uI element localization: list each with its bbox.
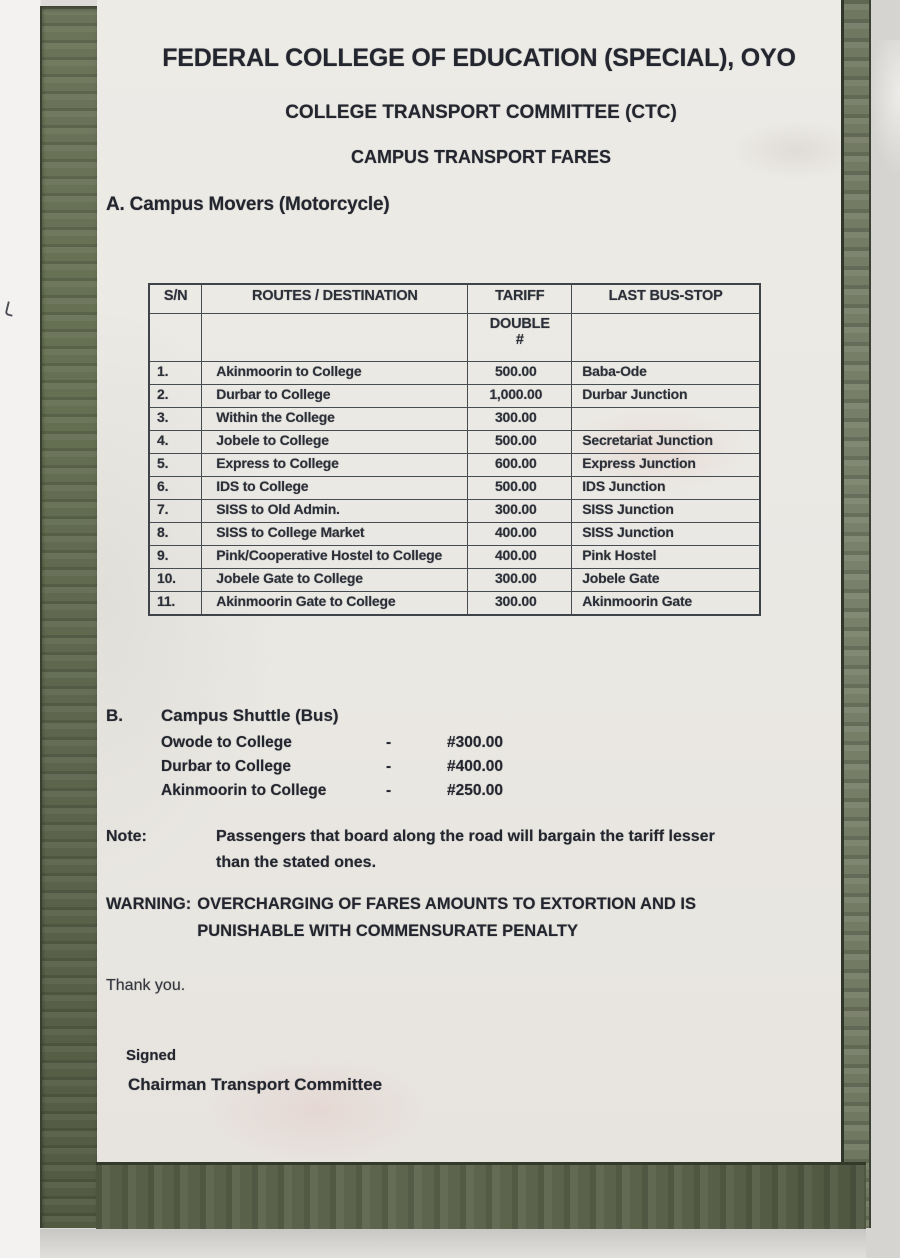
tariff-subheader-naira: #	[515, 332, 524, 348]
route-cell: Jobele Gate to College	[202, 569, 468, 592]
dash-separator: -	[386, 734, 392, 751]
shuttle-fare: #300.00	[447, 734, 504, 751]
route-cell: Within the College	[202, 408, 468, 431]
tariff-cell: 400.00	[468, 546, 572, 569]
background-highlight	[866, 40, 900, 220]
shuttle-fares-list	[161, 731, 503, 803]
route-cell: Jobele to College	[202, 431, 468, 454]
stop-cell: Durbar Junction	[572, 385, 760, 408]
sn-cell: 8.	[149, 523, 202, 546]
table-row	[149, 569, 760, 592]
section-b-title: Campus Shuttle (Bus)	[161, 706, 339, 725]
table-row	[149, 408, 760, 431]
table-row	[149, 431, 760, 454]
route-cell: Express to College	[202, 454, 468, 477]
closing-text: Thank you.	[106, 977, 186, 994]
empty-cell	[149, 314, 202, 362]
note-label: Note:	[106, 828, 147, 845]
dash-separator: -	[386, 758, 392, 775]
sn-cell: 11.	[149, 592, 202, 616]
tariff-cell: 500.00	[468, 477, 572, 500]
shuttle-fare-line	[161, 731, 503, 755]
college-title: FEDERAL COLLEGE OF EDUCATION (SPECIAL), OYO	[162, 44, 796, 72]
table-row	[149, 385, 760, 408]
signed-label: Signed	[126, 1047, 177, 1064]
table-row	[149, 477, 760, 500]
route-cell: Pink/Cooperative Hostel to College	[202, 546, 468, 569]
tariff-cell: 500.00	[468, 431, 572, 454]
warning-block	[106, 891, 783, 945]
warning-label: WARNING:	[106, 895, 192, 913]
dash-separator: -	[386, 782, 392, 799]
section-b-heading	[106, 706, 339, 726]
sn-cell: 1.	[149, 362, 202, 385]
table-row	[149, 362, 760, 385]
table-header-row	[149, 284, 760, 314]
table-row	[149, 592, 760, 616]
empty-cell	[572, 314, 760, 362]
shuttle-fare-line	[161, 755, 503, 779]
route-cell: IDS to College	[202, 477, 468, 500]
frame-strip-left	[40, 6, 102, 1228]
tariff-cell: 500.00	[468, 362, 572, 385]
warning-text: OVERCHARGING OF FARES AMOUNTS TO EXTORTION AND IS PUNISHABLE WITH COMMENSURATE PENALTY	[197, 895, 696, 940]
tariff-subheader	[468, 314, 572, 362]
section-b-letter: B.	[106, 706, 123, 725]
signature-title: Chairman Transport Committee	[128, 1075, 383, 1094]
scan-speck	[4, 301, 15, 317]
sn-cell: 3.	[149, 408, 202, 431]
shuttle-fare: #250.00	[447, 782, 504, 799]
committee-subtitle: COLLEGE TRANSPORT COMMITTEE (CTC)	[285, 102, 677, 123]
stop-cell: IDS Junction	[572, 477, 760, 500]
tariff-subheader-double: DOUBLE	[489, 316, 550, 332]
sn-cell: 5.	[149, 454, 202, 477]
stop-cell: Express Junction	[572, 454, 760, 477]
column-header-route: ROUTES / DESTINATION	[202, 284, 468, 314]
shuttle-route: Owode to College	[161, 734, 292, 751]
shuttle-route: Akinmoorin to College	[161, 782, 327, 799]
table-row	[149, 500, 760, 523]
shuttle-fare: #400.00	[447, 758, 504, 775]
table-row	[149, 546, 760, 569]
stop-cell: Pink Hostel	[572, 546, 760, 569]
sn-cell: 9.	[149, 546, 202, 569]
shuttle-route: Durbar to College	[161, 758, 292, 775]
route-cell: Akinmoorin Gate to College	[202, 592, 468, 616]
stop-cell: SISS Junction	[572, 500, 760, 523]
tariff-cell: 600.00	[468, 454, 572, 477]
tariff-cell: 400.00	[468, 523, 572, 546]
fares-table	[148, 283, 761, 616]
sn-cell: 7.	[149, 500, 202, 523]
route-cell: Durbar to College	[202, 385, 468, 408]
route-cell: Akinmoorin to College	[202, 362, 468, 385]
document-heading: CAMPUS TRANSPORT FARES	[350, 147, 611, 167]
section-a-heading: A. Campus Movers (Motorcycle)	[106, 194, 390, 215]
frame-strip-bottom	[96, 1162, 866, 1232]
tariff-cell: 300.00	[468, 500, 572, 523]
column-header-tariff: TARIFF	[468, 284, 572, 314]
sn-cell: 2.	[149, 385, 202, 408]
empty-cell	[202, 314, 468, 362]
sn-cell: 6.	[149, 477, 202, 500]
tariff-cell: 1,000.00	[468, 385, 572, 408]
notice-paper	[97, 0, 841, 1162]
tariff-cell: 300.00	[468, 408, 572, 431]
note-text: Passengers that board along the road will bargain the tariff lesser than the stated ones.	[216, 828, 715, 871]
stop-cell: Baba-Ode	[572, 362, 760, 385]
tariff-cell: 300.00	[468, 592, 572, 616]
stop-cell: Secretariat Junction	[572, 431, 760, 454]
stop-cell: SISS Junction	[572, 523, 760, 546]
stop-cell	[572, 408, 760, 431]
stop-cell: Jobele Gate	[572, 569, 760, 592]
background-shadow	[40, 1229, 866, 1258]
column-header-stop: LAST BUS-STOP	[572, 284, 760, 314]
stop-cell: Akinmoorin Gate	[572, 592, 760, 616]
column-header-sn: S/N	[149, 284, 202, 314]
tariff-cell: 300.00	[468, 569, 572, 592]
route-cell: SISS to College Market	[202, 523, 468, 546]
table-row	[149, 523, 760, 546]
note-block	[106, 824, 728, 876]
table-subheader-row	[149, 314, 760, 362]
sn-cell: 10.	[149, 569, 202, 592]
sn-cell: 4.	[149, 431, 202, 454]
route-cell: SISS to Old Admin.	[202, 500, 468, 523]
shuttle-fare-line	[161, 779, 503, 803]
table-row	[149, 454, 760, 477]
